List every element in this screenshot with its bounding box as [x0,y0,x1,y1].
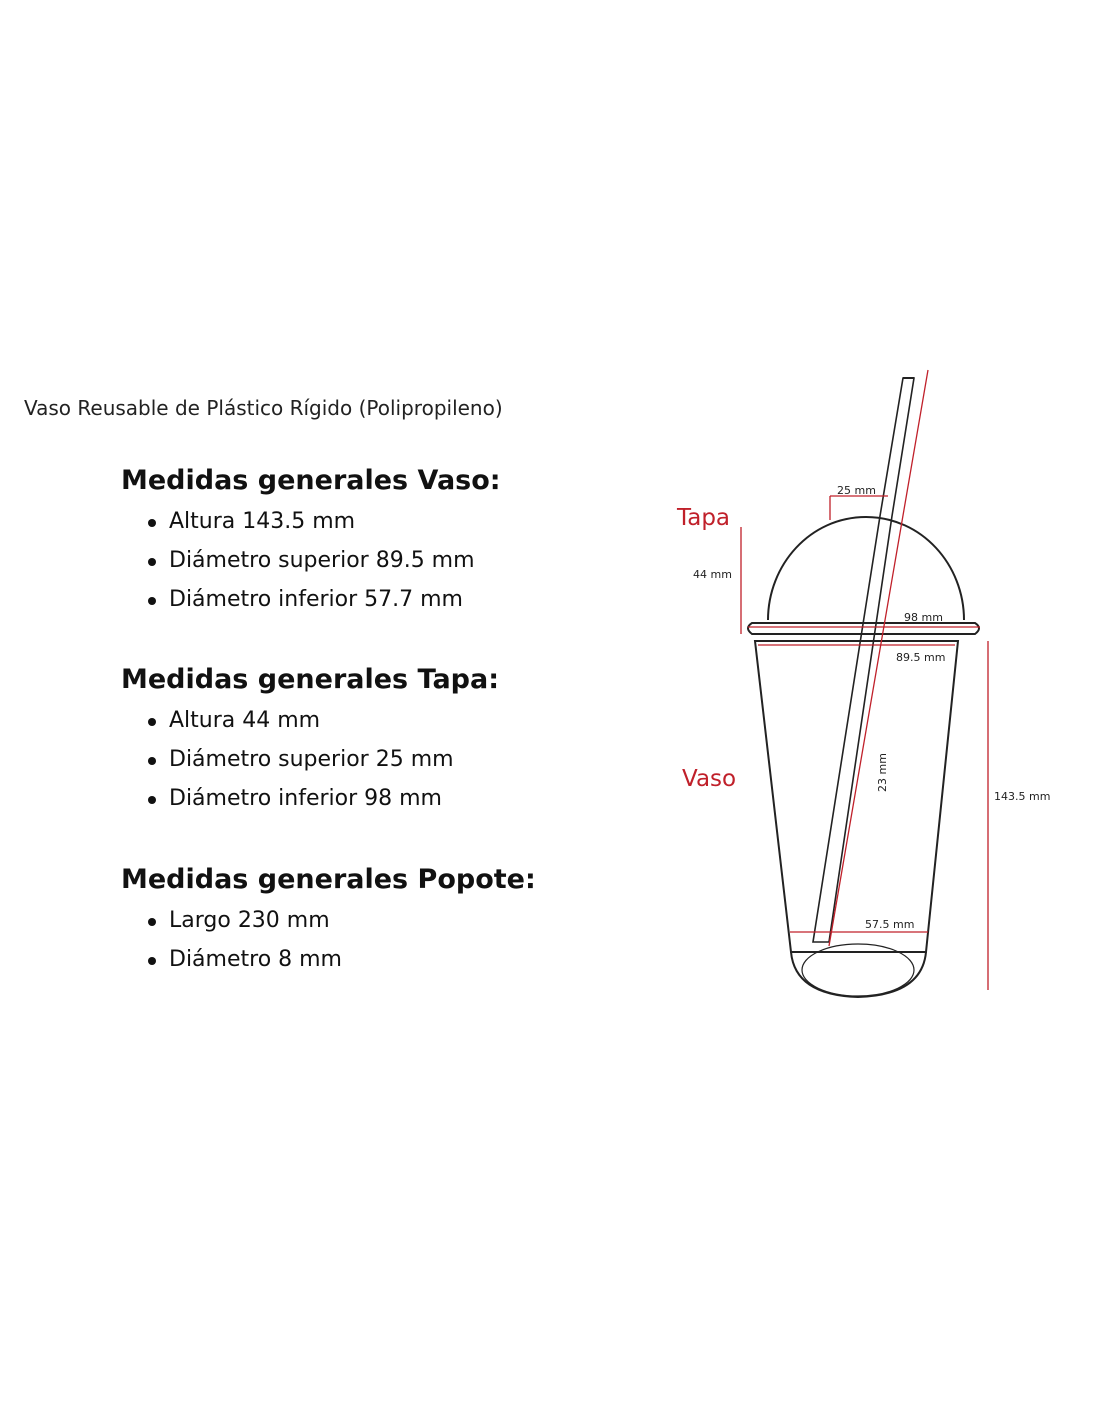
list-item: Diámetro superior 89.5 mm [121,541,501,580]
list-item: Altura 143.5 mm [121,502,501,541]
section-heading: Medidas generales Popote: [121,864,536,895]
list-item: Largo 230 mm [121,901,536,940]
section-heading: Medidas generales Vaso: [121,465,501,496]
lid-rim-dimension-label: 98 mm [904,611,943,624]
cup-height-dimension-label: 143.5 mm [994,790,1051,803]
lid-top-dimension-label: 25 mm [837,484,876,497]
cup-part-label: Vaso [682,766,737,792]
lid-part-label: Tapa [677,505,731,531]
page-subtitle: Vaso Reusable de Plástico Rígido (Polipropileno) [24,396,503,420]
cup-top-dimension-label: 89.5 mm [896,651,946,664]
straw-dimension-label: 23 mm [876,753,889,792]
section-heading: Medidas generales Tapa: [121,664,500,695]
cup-bottom [791,952,926,997]
cup-bottom-dimension-label: 57.5 mm [865,918,915,931]
list-item: Diámetro 8 mm [121,940,536,979]
list-item: Diámetro inferior 98 mm [121,779,499,818]
list-item: Diámetro inferior 57.7 mm [121,580,501,619]
list-item: Altura 44 mm [121,701,499,740]
list-item: Diámetro superior 25 mm [121,740,499,779]
lid-height-dimension-label: 44 mm [693,568,732,581]
